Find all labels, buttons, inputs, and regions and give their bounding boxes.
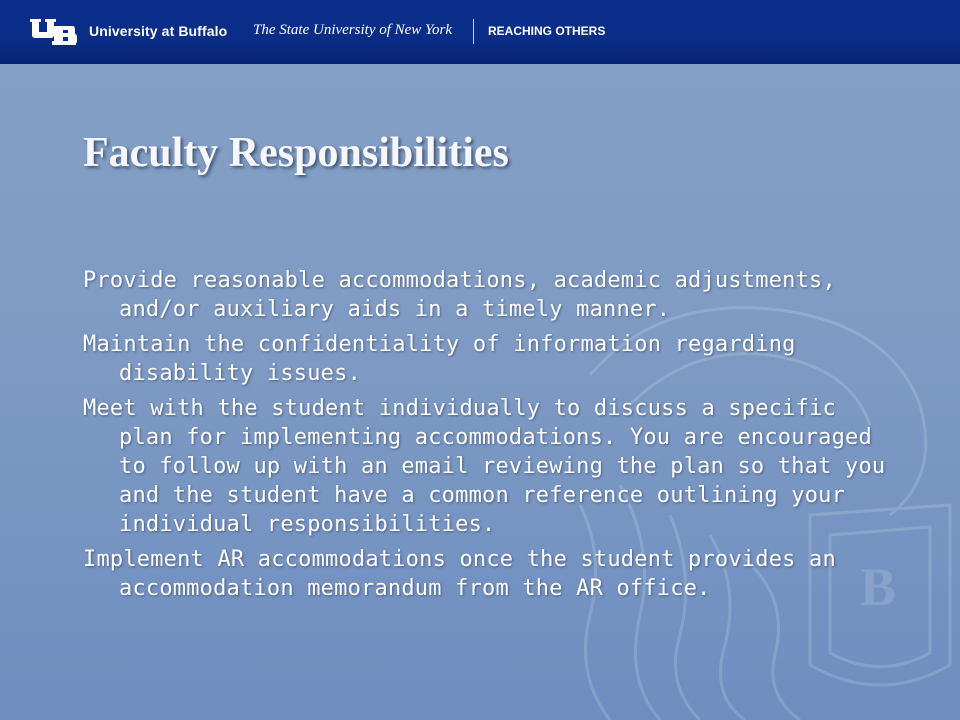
responsibility-item: Maintain the confidentiality of information regarding disability issues.	[83, 332, 796, 386]
slide-title: Faculty Responsibilities	[83, 130, 509, 176]
ub-logo-icon	[30, 17, 86, 47]
responsibility-list	[83, 266, 888, 609]
university-name: University at Buffalo	[89, 23, 228, 39]
system-name: The State University of New York	[253, 22, 453, 38]
svg-text:B: B	[859, 557, 897, 617]
responsibility-item: Meet with the student individually to discuss a specific plan for implementing accommodations. You are encouraged to follow up with an email reviewing the plan so that you and the student have a common reference outlining your individual responsibilities.	[83, 396, 886, 537]
header-divider	[473, 19, 474, 44]
tagline: REACHING OTHERS	[488, 24, 606, 38]
responsibility-item: Implement AR accommodations once the student provides an accommodation memorandum from the AR office.	[83, 547, 836, 601]
header-bar	[0, 0, 960, 64]
responsibility-item: Provide reasonable accommodations, academic adjustments, and/or auxiliary aids in a timely manner.	[83, 268, 836, 322]
